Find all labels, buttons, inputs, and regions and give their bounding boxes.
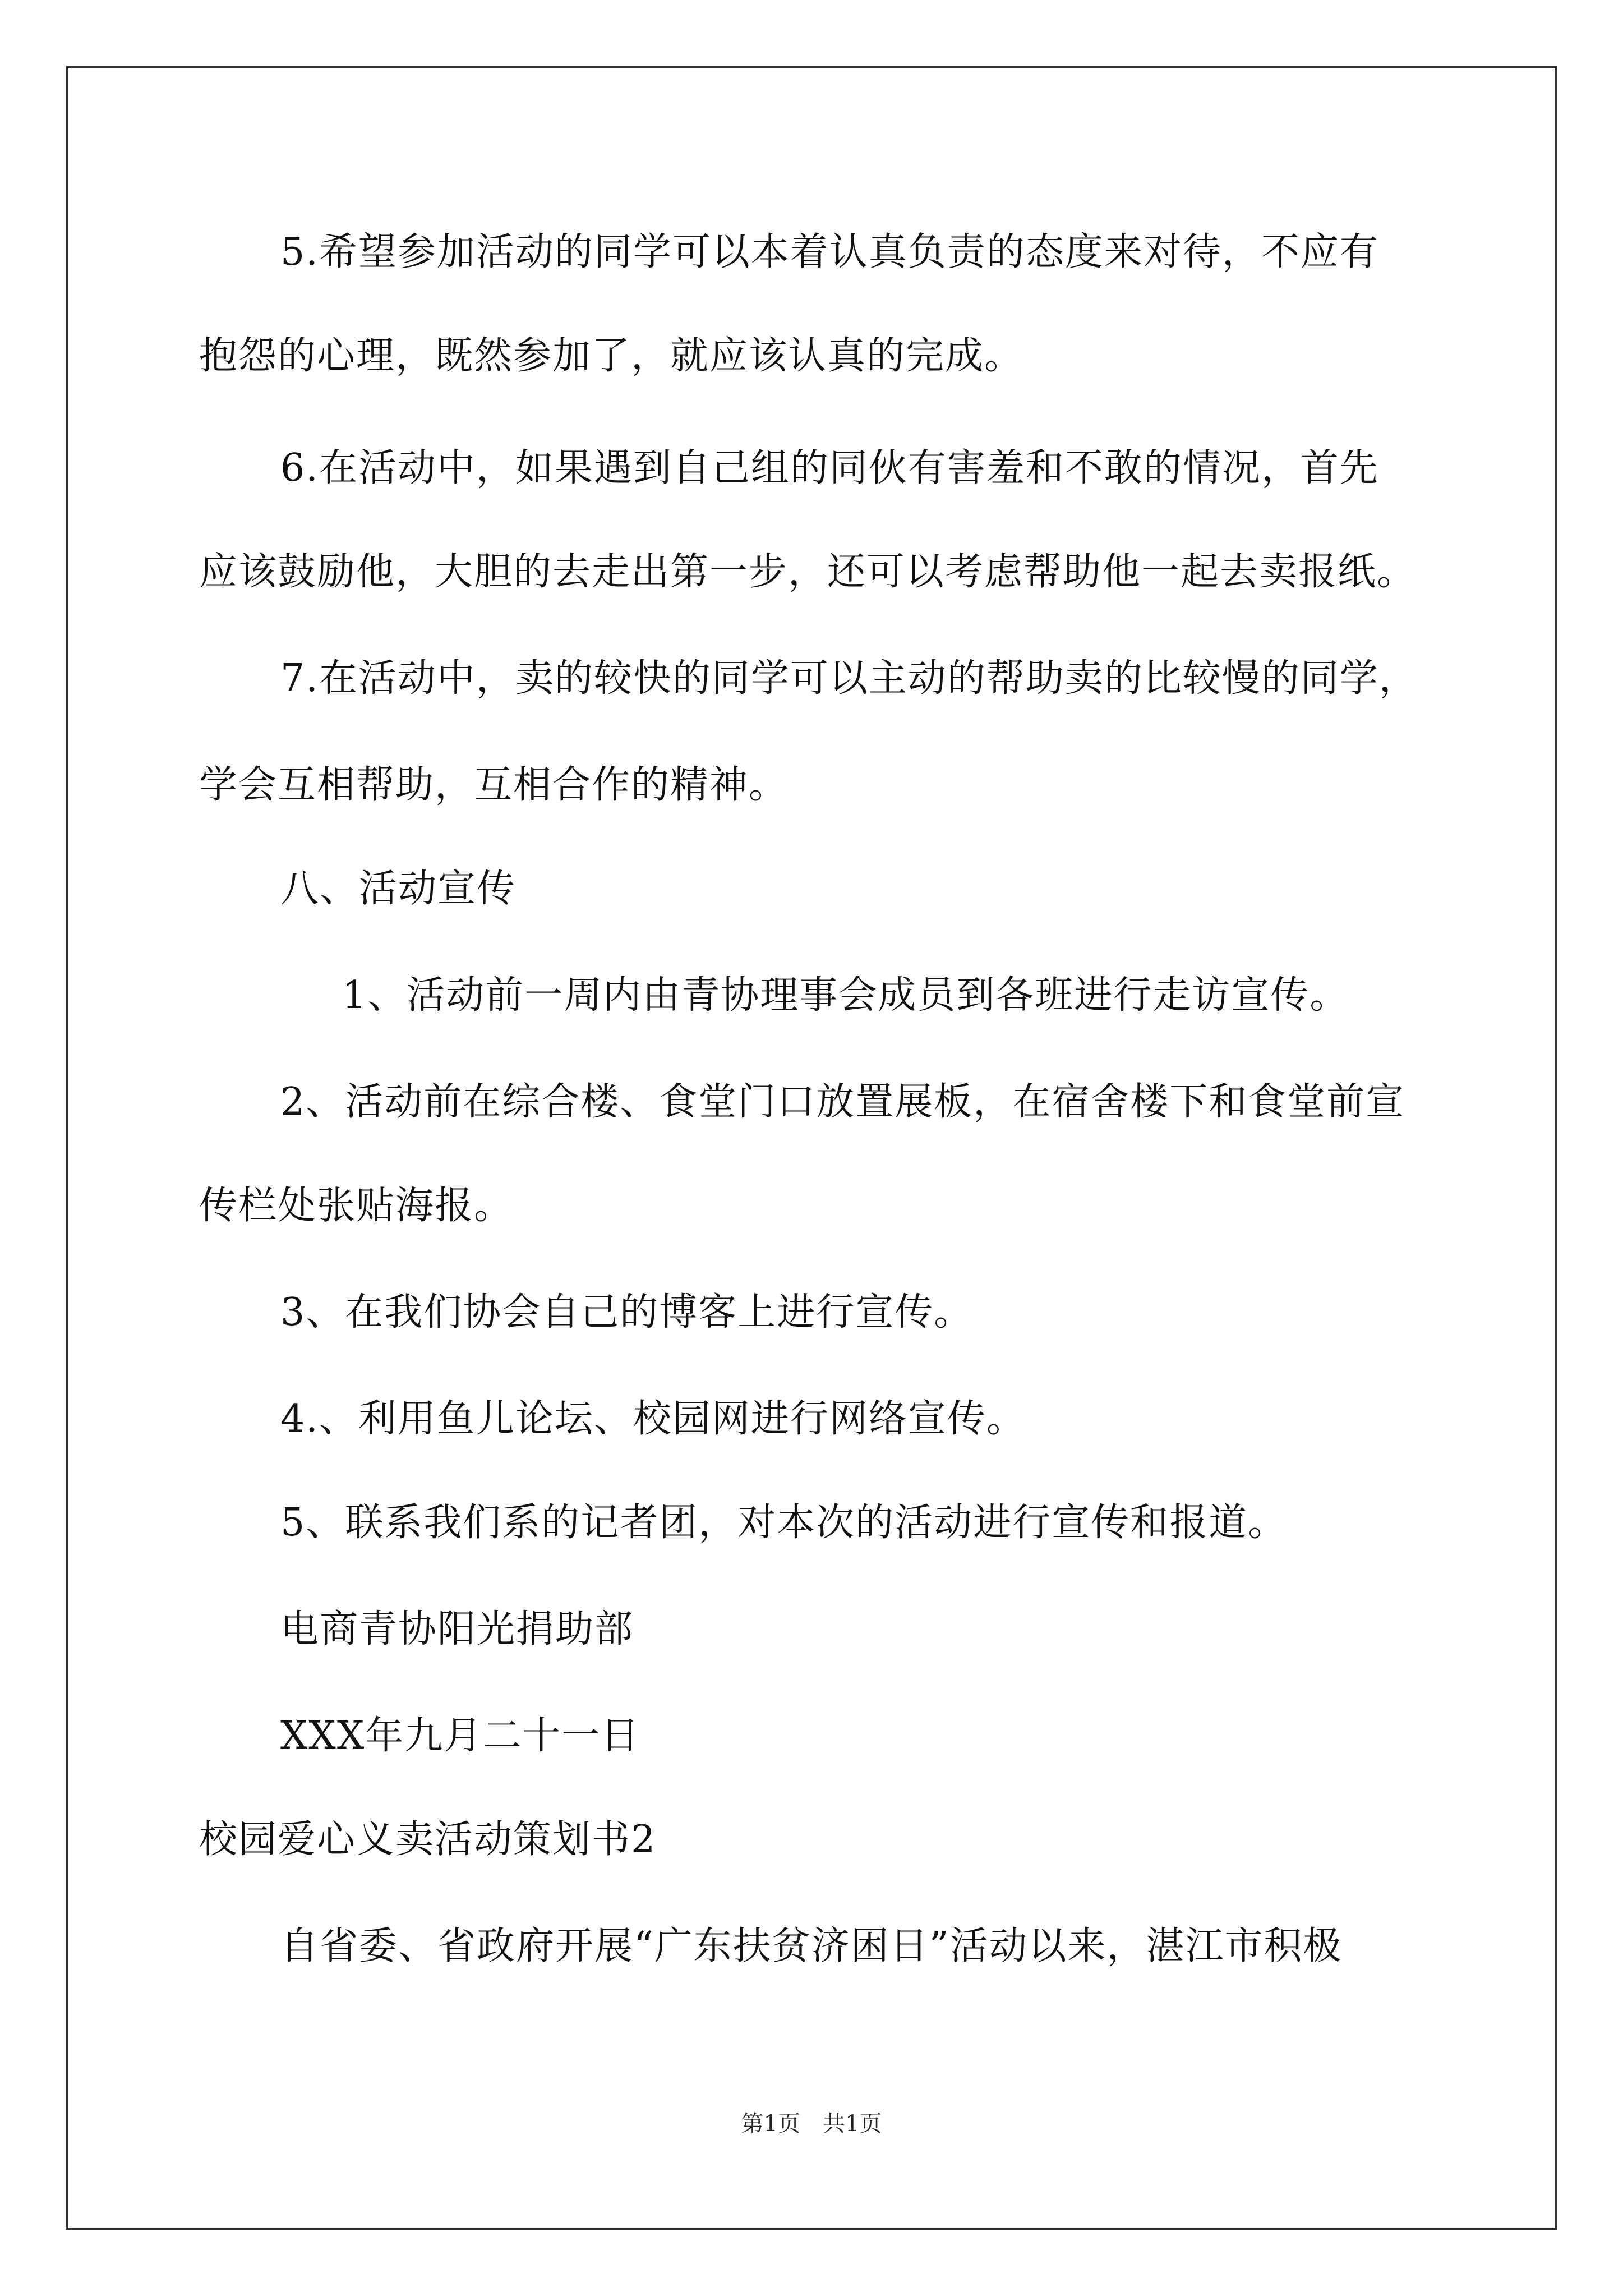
page-footer: 第1页 共1页: [741, 2111, 882, 2137]
text-line-4: 应该鼓励他，大胆的去走出第一步，还可以考虑帮助他一起去卖报纸。: [199, 550, 1417, 594]
document-title: 校园爱心义卖活动策划书2: [199, 1818, 657, 1862]
text-line-17: 自省委、省政府开展“广东扶贫济困日”活动以来，湛江市积极: [280, 1924, 1343, 1968]
signature-department: 电商青协阳光捐助部: [280, 1607, 634, 1651]
text-line-13: 5、联系我们系的记者团，对本次的活动进行宣传和报道。: [280, 1501, 1288, 1545]
text-line-12: 4.、利用鱼儿论坛、校园网进行网络宣传。: [280, 1397, 1026, 1441]
text-line-9: 2、活动前在综合楼、食堂门口放置展板，在宿舍楼下和食堂前宣: [280, 1080, 1405, 1124]
page-border: [66, 66, 1557, 2230]
signature-date: XXX年九月二十一日: [280, 1714, 640, 1758]
text-line-11: 3、在我们协会自己的博客上进行宣传。: [280, 1290, 974, 1335]
text-line-2: 抱怨的心理，既然参加了，就应该认真的完成。: [199, 334, 1024, 378]
section-heading: 八、活动宣传: [280, 867, 517, 911]
text-line-10: 传栏处张贴海报。: [199, 1184, 514, 1228]
text-line-3: 6.在活动中，如果遇到自己组的同伙有害羞和不敢的情况，首先: [280, 446, 1379, 490]
text-line-8: 1、活动前一周内由青协理事会成员到各班进行走访宣传。: [342, 973, 1349, 1018]
text-line-6: 学会互相帮助，互相合作的精神。: [199, 763, 789, 807]
text-line-5: 7.在活动中，卖的较快的同学可以主动的帮助卖的比较慢的同学，: [280, 656, 1418, 701]
text-line-1: 5.希望参加活动的同学可以本着认真负责的态度来对待，不应有: [280, 230, 1379, 274]
